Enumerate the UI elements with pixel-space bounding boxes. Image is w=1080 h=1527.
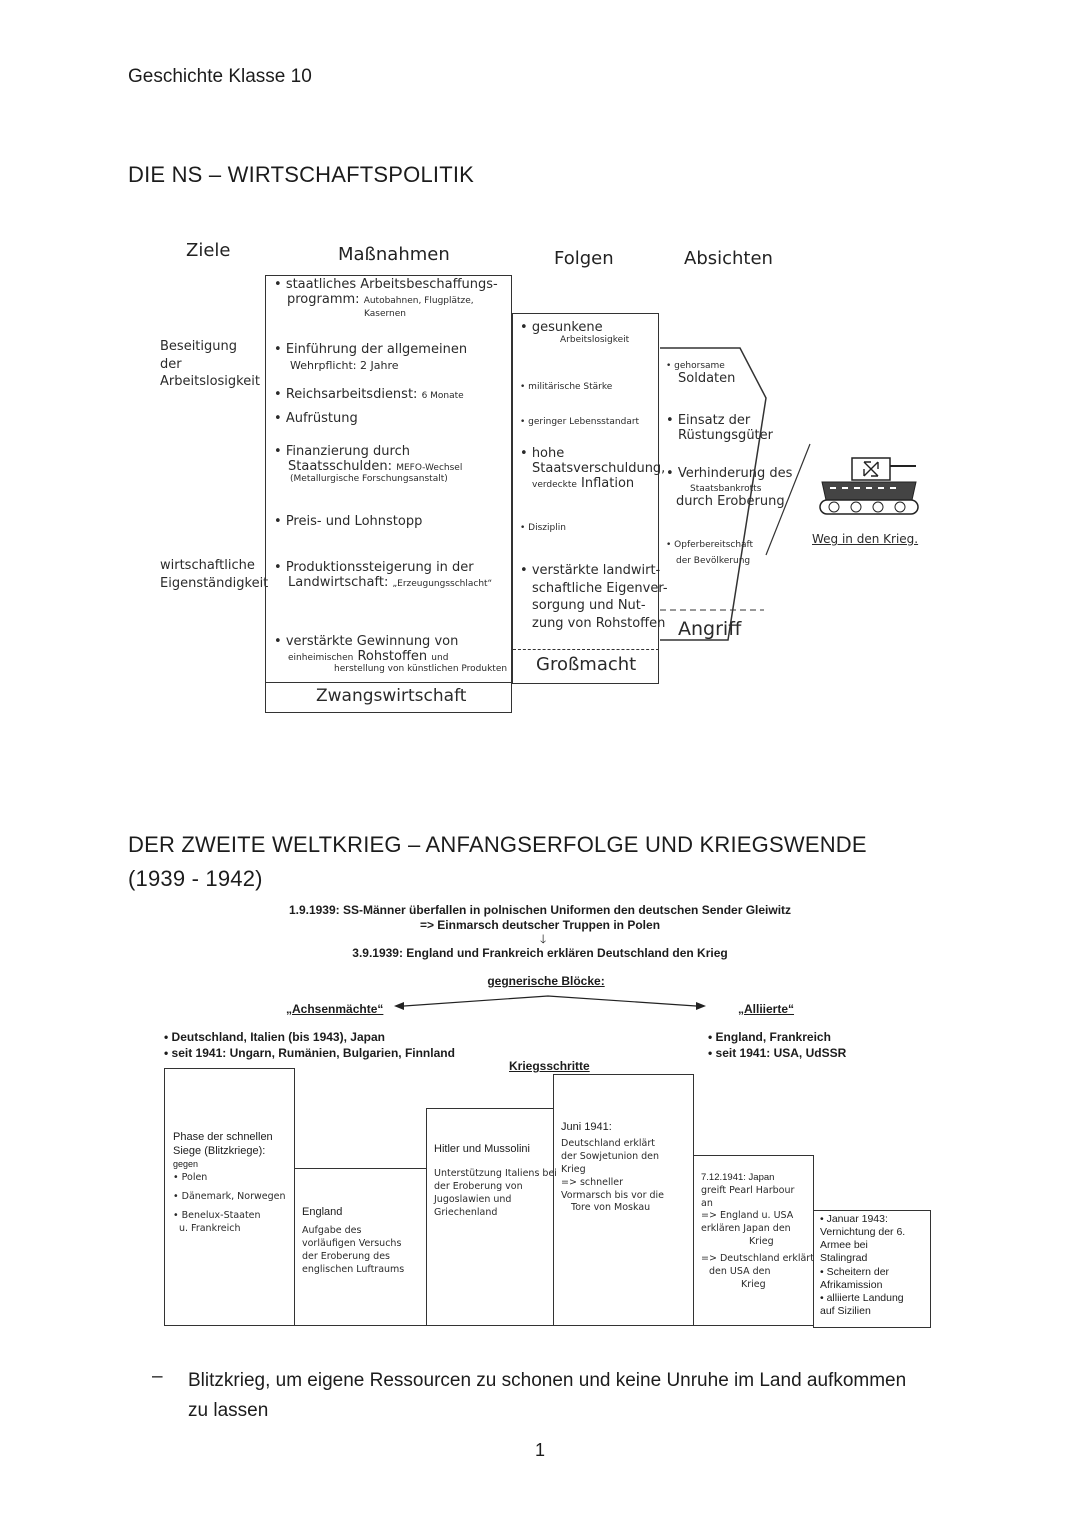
massnahme-6: • Preis- und Lohnstopp <box>274 514 423 529</box>
col-header-folgen: Folgen <box>554 248 614 269</box>
event-kriegserklaerung: 3.9.1939: England und Frankreich erklären Deutschland den Krieg <box>352 946 728 960</box>
page-number: 1 <box>535 1440 546 1460</box>
massnahmen-footer: Zwangswirtschaft <box>316 686 467 706</box>
section-title-weltkrieg: DER ZWEITE WELTKRIEG – ANFANGSERFOLGE UND KRIEGSWENDE (1939 - 1942) <box>128 832 867 891</box>
step-3-content: Hitler und Mussolini Unterstützung Italiens bei der Eroberung von Jugoslawien und Griechenland <box>434 1143 557 1218</box>
absicht-2: • Einsatz der Rüstungsgüter <box>666 413 773 443</box>
ziel-eigenstaendigkeit: wirtschaftliche Eigenständigkeit <box>160 558 269 591</box>
step-6-content: • Januar 1943: Vernichtung der 6. Armee bei Stalingrad • Scheitern der Afrikamission • alliierte Landung auf Sizilien <box>820 1213 906 1317</box>
col-header-ziele: Ziele <box>186 240 231 261</box>
col-header-absichten: Absichten <box>684 248 773 269</box>
folge-2: • militärische Stärke <box>520 382 613 392</box>
massnahme-8: • verstärkte Gewinnung von einheimischen Rohstoffen und herstellung von künstlichen Produkten <box>274 634 508 674</box>
step-2-content: England Aufgabe des vorläufigen Versuchs der Eroberung des englischen Luftraums <box>302 1206 405 1275</box>
allies-label: „Alliierte“ <box>738 1002 795 1016</box>
folgen-divider <box>513 649 659 650</box>
event-gleiwitz: 1.9.1939: SS-Männer überfallen in polnischen Uniformen den deutschen Sender Gleiwitz <box>288 903 792 917</box>
folge-3: • geringer Lebensstandart <box>520 417 640 427</box>
massnahme-1: • staatliches Arbeitsbeschaffungs- programm: Autobahnen, Flugplätze, Kasernen <box>274 277 498 319</box>
folge-4: • hohe Staatsverschuldung, verdeckte Inflation <box>520 446 666 491</box>
massnahme-7: • Produktionssteigerung in der Landwirtschaft: „Erzeugungsschlacht“ <box>274 560 493 590</box>
folge-6: • verstärkte landwirt- schaftliche Eigenver- sorgung und Nut- zung von Rohstoffen <box>520 563 668 631</box>
step-1-content: Phase der schnellen Siege (Blitzkriege): gegen • Polen • Dänemark, Norwegen • Benelux-Staaten u. Frankreich <box>173 1131 286 1234</box>
massnahme-5: • Finanzierung durch Staatsschulden: MEFO-Wechsel (Metallurgische Forschungsanstalt) <box>274 444 463 484</box>
tank-drawing <box>812 452 922 528</box>
massnahme-3: • Reichsarbeitsdienst: 6 Monate <box>274 387 464 402</box>
step-5-content: 7.12.1941: Japan greift Pearl Harbour an => England u. USA erklären Japan den Krieg => Deutschland erklärt den USA den Krieg <box>701 1172 814 1290</box>
folgen-footer: Großmacht <box>536 654 637 675</box>
section-title-wirtschaftspolitik: DIE NS – WIRTSCHAFTSPOLITIK <box>128 162 475 187</box>
absichten-footer: Angriff <box>678 618 742 640</box>
absicht-1: • gehorsame Soldaten <box>666 361 736 386</box>
blitzkrieg-note: Blitzkrieg, um eigene Ressourcen zu schonen und keine Unruhe im Land aufkommen zu lassen <box>188 1370 907 1421</box>
folge-5: • Disziplin <box>520 523 566 533</box>
massnahme-2: • Einführung der allgemeinen Wehrpflicht: 2 Jahre <box>274 342 468 372</box>
weg-in-den-krieg: Weg in den Krieg. <box>812 532 919 546</box>
arrow-down-icon: 🡓 <box>540 932 547 946</box>
allies-members: • England, Frankreich • seit 1941: USA, UdSSR <box>708 1030 847 1060</box>
massnahmen-divider <box>266 682 512 683</box>
massnahme-4: • Aufrüstung <box>274 411 358 426</box>
step-4-content: Juni 1941: Deutschland erklärt der Sowjetunion den Krieg => schneller Vormarsch bis vor die Tore von Moskau <box>561 1121 665 1214</box>
steps-label: Kriegsschritte <box>509 1059 590 1073</box>
note-dash: – <box>152 1366 163 1387</box>
col-header-massnahmen: Maßnahmen <box>338 244 450 265</box>
absicht-4: • Opferbereitschaft der Bevölkerung <box>666 540 754 566</box>
event-einmarsch: => Einmarsch deutscher Truppen in Polen <box>419 918 661 932</box>
document-header: Geschichte Klasse 10 <box>128 66 312 87</box>
axis-label: „Achsenmächte“ <box>286 1002 384 1016</box>
ziel-arbeitslosigkeit: Beseitigung der Arbeitslosigkeit <box>160 339 260 390</box>
folge-1: • gesunkene Arbeitslosigkeit <box>520 320 630 345</box>
axis-members: • Deutschland, Italien (bis 1943), Japan • seit 1941: Ungarn, Rumänien, Bulgarien, Finnland <box>164 1030 455 1060</box>
blocks-label: gegnerische Blöcke: <box>487 974 605 988</box>
blocks-arrows <box>390 992 710 1020</box>
absicht-3: • Verhinderung des Staatsbankrotts durch Eroberung <box>666 466 793 509</box>
